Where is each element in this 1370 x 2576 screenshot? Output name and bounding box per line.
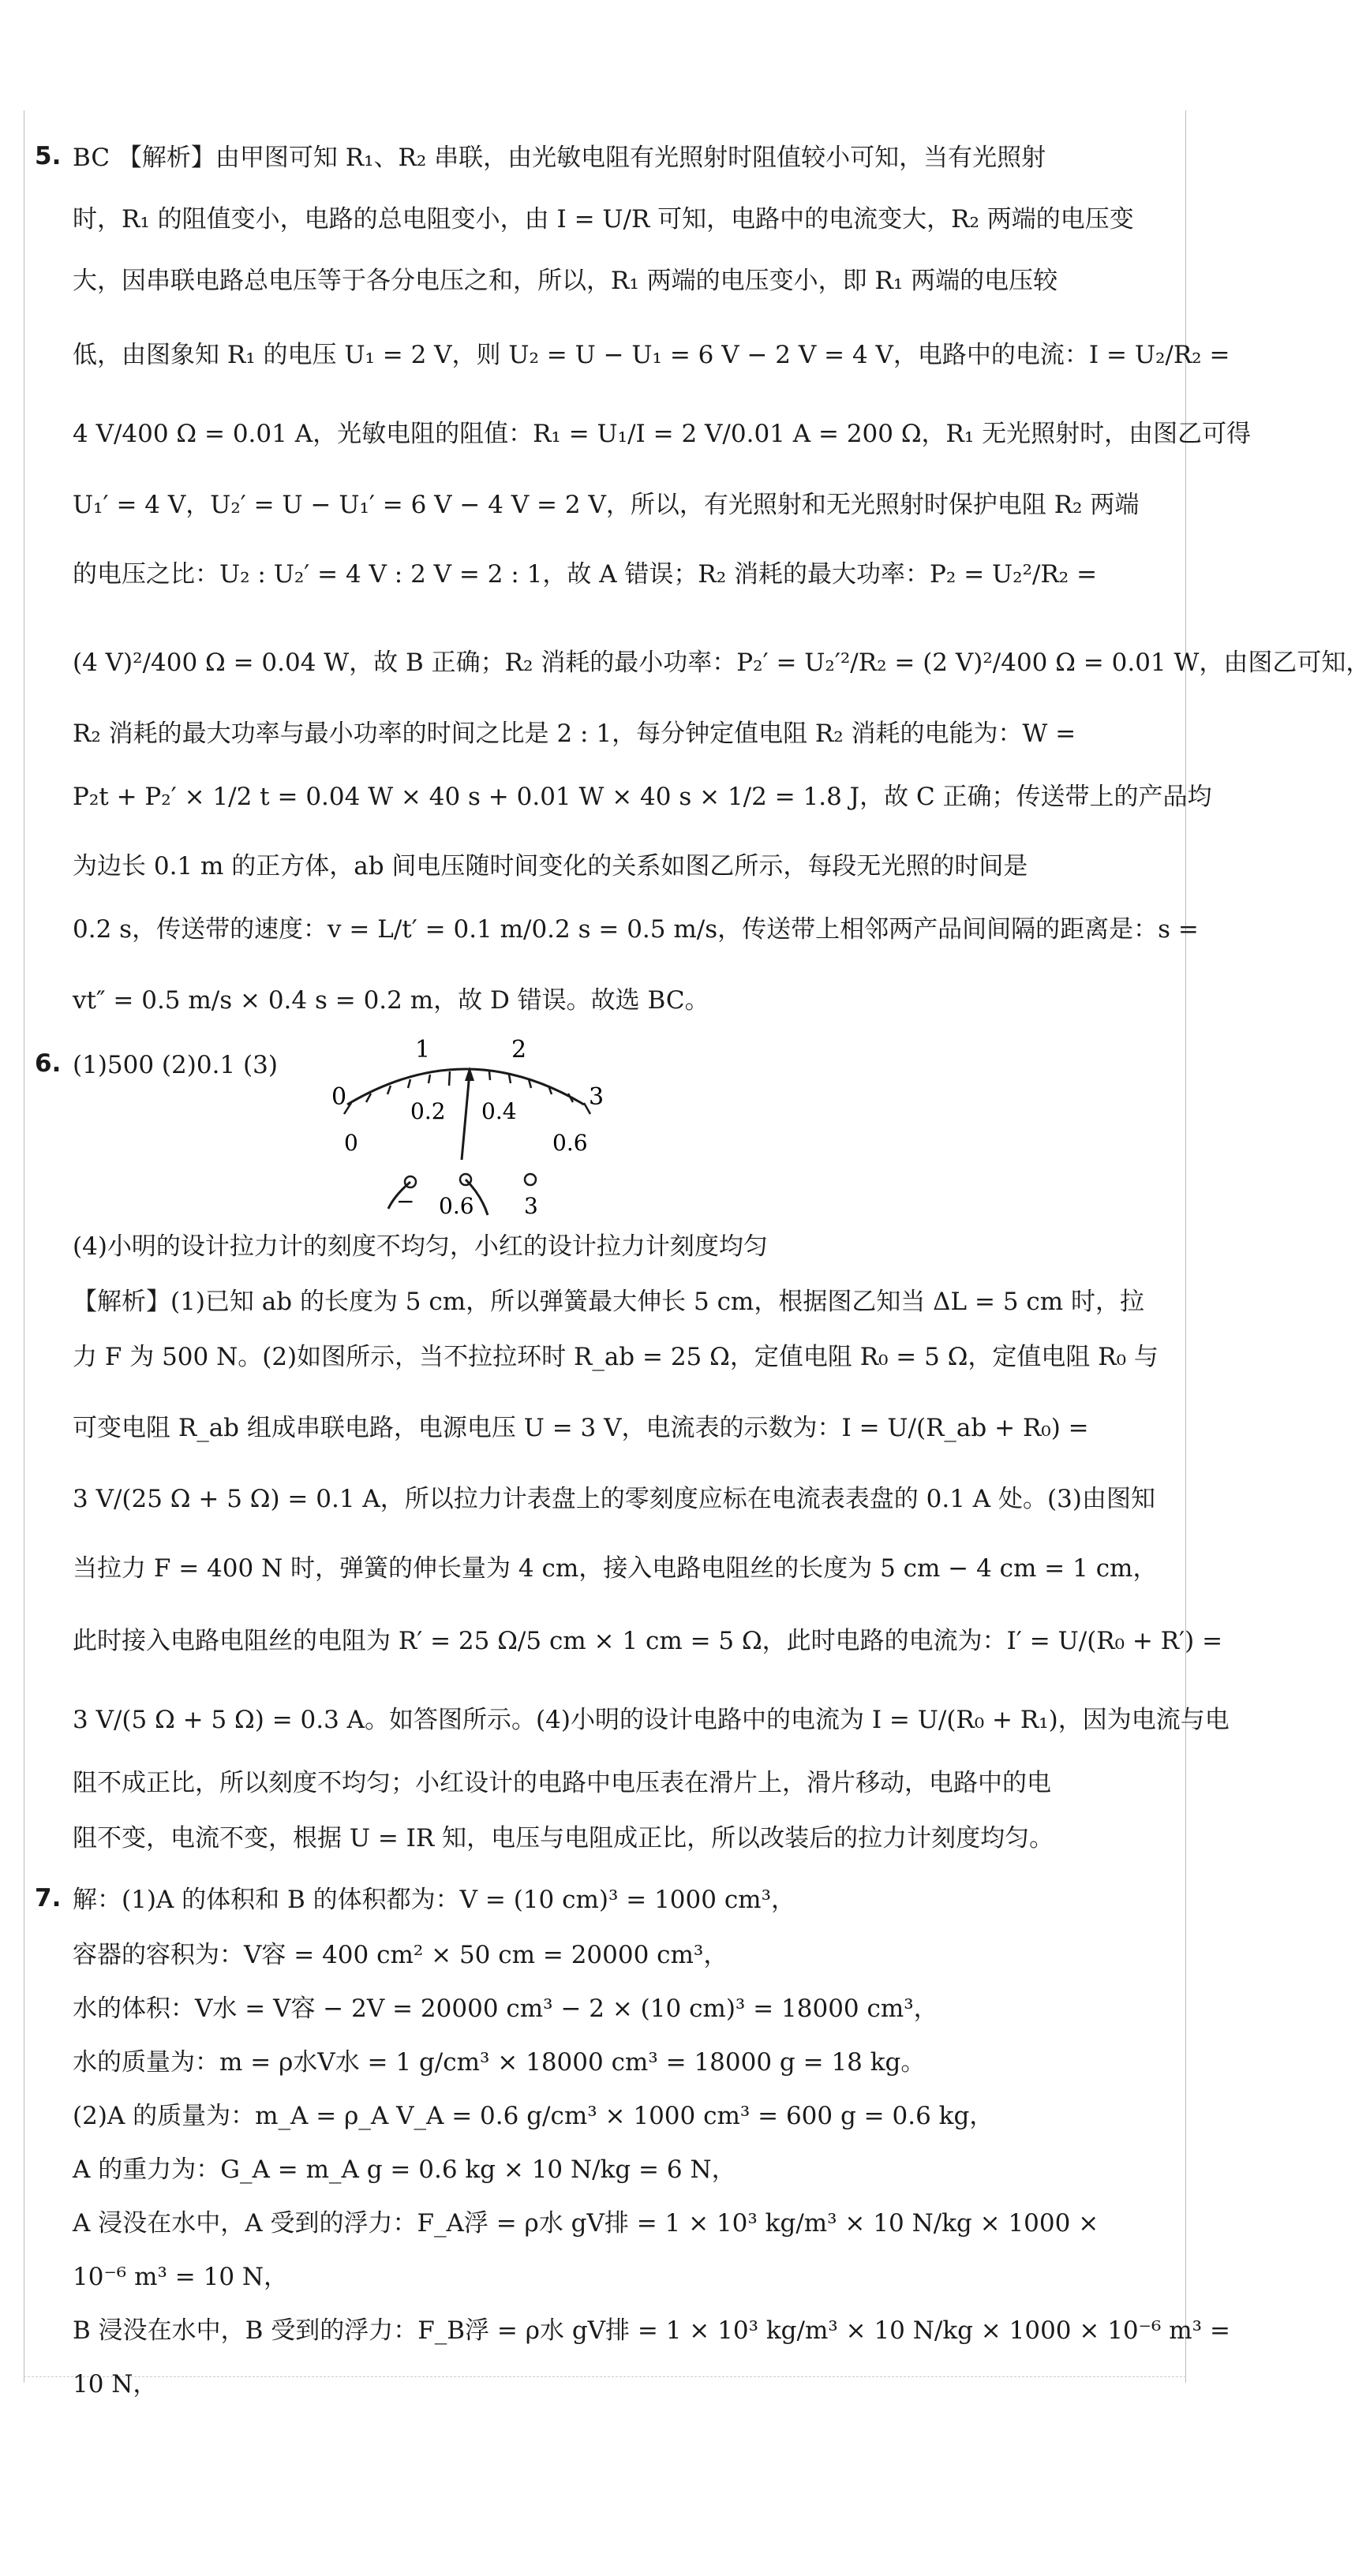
q7-line: 10⁻⁶ m³ = 10 N， (73, 2263, 289, 2291)
q7-line: (2)A 的质量为：m_A = ρ_A V_A = 0.6 g/cm³ × 1000 cm³ = 600 g = 0.6 kg， (73, 2102, 994, 2130)
q7-line: 10 N， (73, 2370, 158, 2398)
dial-top-label-2: 2 (511, 1036, 527, 1064)
dial-bottom-label-2: 0.4 (481, 1098, 517, 1124)
q7-line: 解：(1)A 的体积和 B 的体积都为：V = (10 cm)³ = 1000 cm³， (73, 1886, 795, 1914)
q7-line: 容器的容积为：V容 = 400 cm² × 50 cm = 20000 cm³， (73, 1941, 728, 1969)
dial-pointer (462, 1073, 470, 1160)
dial-bottom-label-3: 0.6 (552, 1130, 588, 1156)
terminal-label-negative: − (396, 1188, 415, 1214)
q5-line: 为边长 0.1 m 的正方体，ab 间电压随时间变化的关系如图乙所示，每段无光照的时间是 (73, 852, 1028, 880)
bottom-dashed-rule (24, 2376, 1186, 2378)
q7-line: B 浸没在水中，B 受到的浮力：F_B浮 = ρ水 gV排 = 1 × 10³ kg/m³ × 10 N/kg × 1000 × 10⁻⁶ m³ = (73, 2316, 1230, 2345)
dial-top-label-3: 3 (589, 1083, 605, 1111)
q6-line: 阻不变，电流不变，根据 U = IR 知，电压与电阻成正比，所以改装后的拉力计刻度均匀。 (73, 1824, 1054, 1853)
q7-number: 7. (35, 1884, 62, 1912)
q5-line: 时，R₁ 的阻值变小，电路的总电阻变小，由 I = U/R 可知，电路中的电流变大，R₂ 两端的电压变 (73, 205, 1134, 234)
dial-top-label-1: 1 (415, 1036, 431, 1064)
q5-line: vt″ = 0.5 m/s × 0.4 s = 0.2 m，故 D 错误。故选 BC。 (73, 986, 709, 1015)
q6-number: 6. (35, 1049, 62, 1078)
terminal-label-3: 3 (524, 1193, 538, 1219)
q6-line: 【解析】(1)已知 ab 的长度为 5 cm，所以弹簧最大伸长 5 cm，根据图乙知当 ΔL = 5 cm 时，拉 (73, 1288, 1145, 1316)
dial-top-label-0: 0 (331, 1083, 347, 1111)
q7-line: A 的重力为：G_A = m_A g = 0.6 kg × 10 N/kg = 6 N， (73, 2155, 736, 2184)
q6-line: 力 F 为 500 N。(2)如图所示，当不拉拉环时 R_ab = 25 Ω，定值电阻 R₀ = 5 Ω，定值电阻 R₀ 与 (73, 1343, 1159, 1371)
q6-line: 当拉力 F = 400 N 时，弹簧的伸长量为 4 cm，接入电路电阻丝的长度为 5 cm − 4 cm = 1 cm， (73, 1554, 1158, 1583)
dial-bottom-label-1: 0.2 (410, 1098, 446, 1124)
q7-line: 水的质量为：m = ρ水V水 = 1 g/cm³ × 18000 cm³ = 18000 g = 18 kg。 (73, 2048, 926, 2077)
q6-answers: (1)500 (2)0.1 (3) (73, 1051, 278, 1079)
q5-line: 0.2 s，传送带的速度：v = L/t′ = 0.1 m/0.2 s = 0.5 m/s，传送带上相邻两产品间间隔的距离是：s = (73, 915, 1199, 944)
q6-line: 此时接入电路电阻丝的电阻为 R′ = 25 Ω/5 cm × 1 cm = 5 Ω，此时电路的电流为：I′ = U/(R₀ + R′) = (73, 1627, 1223, 1655)
dial-bottom-label-0: 0 (344, 1130, 358, 1156)
q5-line: BC 【解析】由甲图可知 R₁、R₂ 串联，由光敏电阻有光照射时阻值较小可知，当有光照射 (73, 144, 1046, 172)
q5-line: 低，由图象知 R₁ 的电压 U₁ = 2 V，则 U₂ = U − U₁ = 6 V − 2 V = 4 V，电路中的电流：I = U₂/R₂ = (73, 341, 1230, 369)
q5-number: 5. (35, 142, 62, 170)
q5-line: (4 V)²/400 Ω = 0.04 W，故 B 正确；R₂ 消耗的最小功率：P₂′ = U₂′²/R₂ = (2 V)²/400 Ω = 0.01 W，由图乙可知， (73, 649, 1370, 677)
q5-line: 大，因串联电路总电压等于各分电压之和，所以，R₁ 两端的电压变小，即 R₁ 两端的电压较 (73, 267, 1058, 295)
q6-line: 3 V/(25 Ω + 5 Ω) = 0.1 A，所以拉力计表盘上的零刻度应标在电流表表盘的 0.1 A 处。(3)由图知 (73, 1485, 1155, 1513)
terminal-3 (525, 1174, 536, 1185)
q6-line: 3 V/(5 Ω + 5 Ω) = 0.3 A。如答图所示。(4)小明的设计电路中的电流为 I = U/(R₀ + R₁)，因为电流与电 (73, 1706, 1230, 1734)
q5-line: U₁′ = 4 V，U₂′ = U − U₁′ = 6 V − 4 V = 2 V，所以，有光照射和无光照射时保护电阻 R₂ 两端 (73, 491, 1140, 519)
q5-line: 4 V/400 Ω = 0.01 A，光敏电阻的阻值：R₁ = U₁/I = 2 V/0.01 A = 200 Ω，R₁ 无光照射时，由图乙可得 (73, 420, 1252, 448)
q7-line: A 浸没在水中，A 受到的浮力：F_A浮 = ρ水 gV排 = 1 × 10³ kg/m³ × 10 N/kg × 1000 × (73, 2209, 1099, 2238)
q6-part4: (4)小明的设计拉力计的刻度不均匀，小红的设计拉力计刻度均匀 (73, 1232, 768, 1261)
ammeter-dial-diagram (316, 1026, 616, 1223)
q5-line: P₂t + P₂′ × 1/2 t = 0.04 W × 40 s + 0.01 W × 40 s × 1/2 = 1.8 J，故 C 正确；传送带上的产品均 (73, 783, 1212, 811)
q7-line: 水的体积：V水 = V容 − 2V = 20000 cm³ − 2 × (10 cm)³ = 18000 cm³， (73, 1995, 938, 2023)
q5-line: 的电压之比：U₂ : U₂′ = 4 V : 2 V = 2 : 1，故 A 错误；R₂ 消耗的最大功率：P₂ = U₂²/R₂ = (73, 560, 1098, 589)
right-margin-rule (1185, 110, 1186, 2383)
q5-line: R₂ 消耗的最大功率与最小功率的时间之比是 2 : 1，每分钟定值电阻 R₂ 消耗的电能为：W = (73, 720, 1076, 748)
q6-line: 可变电阻 R_ab 组成串联电路，电源电压 U = 3 V，电流表的示数为：I = U/(R_ab + R₀) = (73, 1414, 1089, 1442)
q6-line: 阻不成正比，所以刻度不均匀；小红设计的电路中电压表在滑片上，滑片移动，电路中的电 (73, 1769, 1051, 1797)
terminal-label-0-6: 0.6 (439, 1193, 474, 1219)
